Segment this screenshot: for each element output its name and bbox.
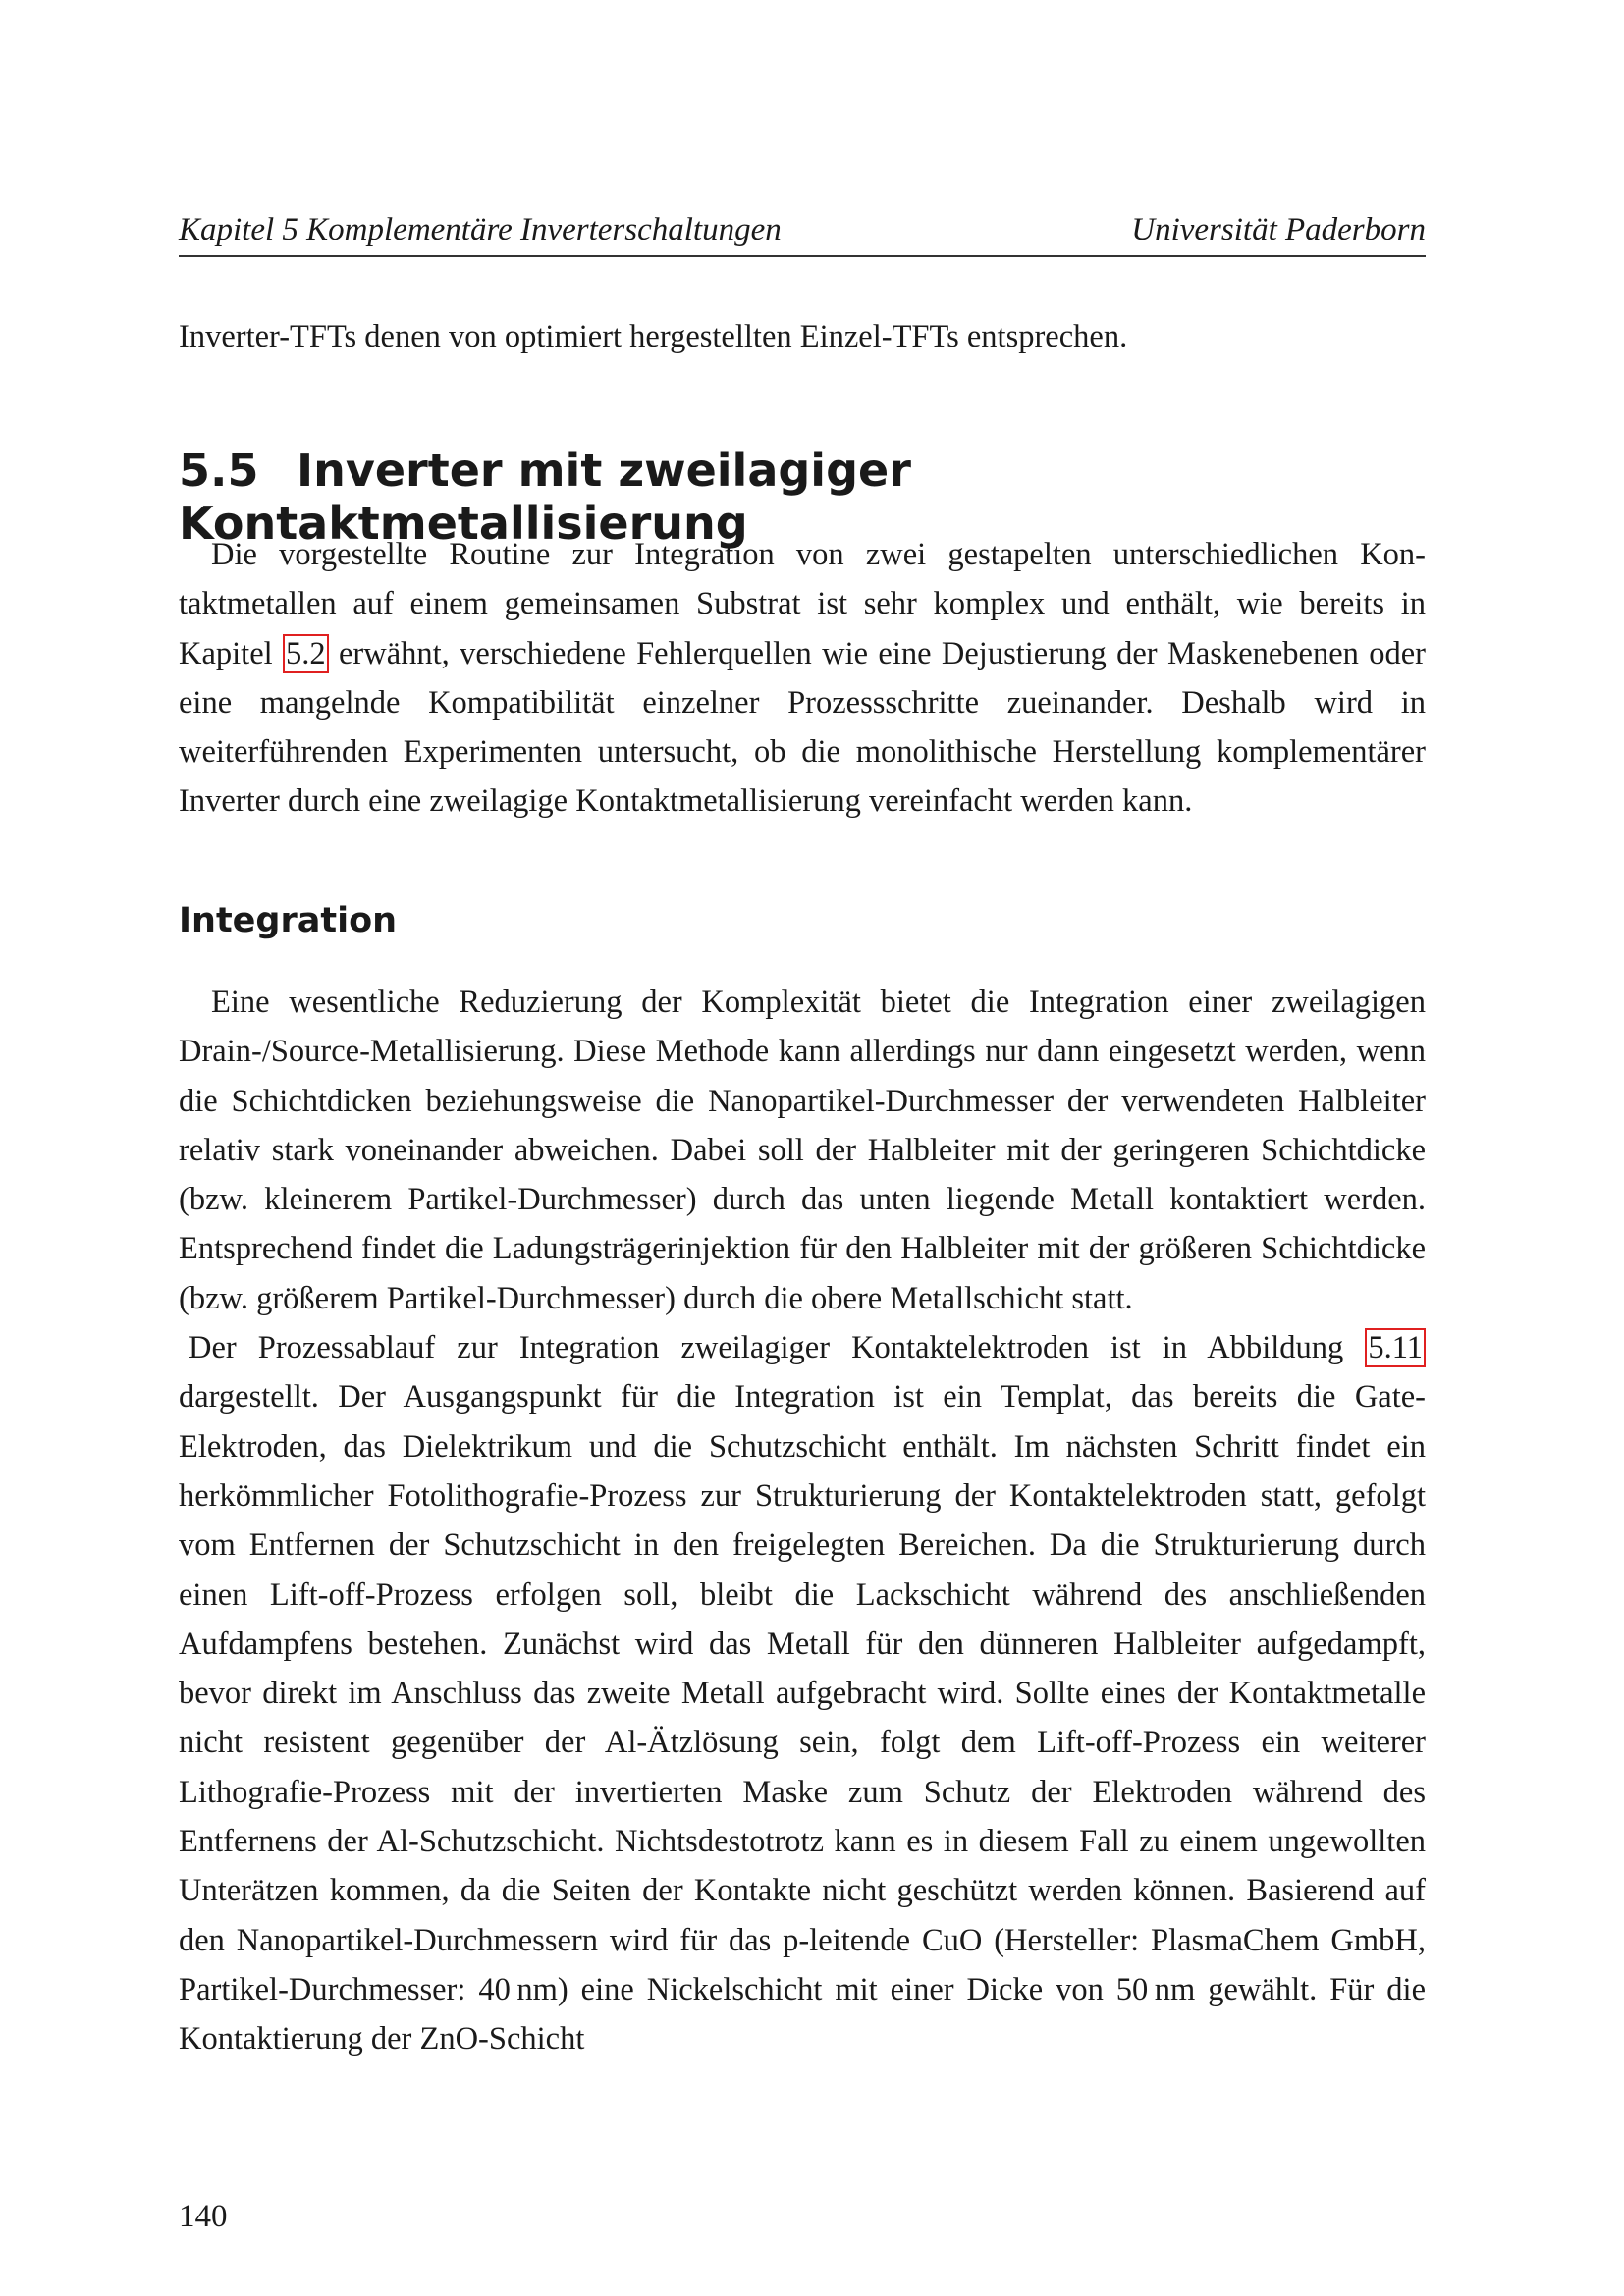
paragraph-reduction <box>179 978 1426 1323</box>
section-title: Inverter mit zweilagiger Kontaktmetallisierung <box>179 444 911 550</box>
chapter-reference-link[interactable]: 5.2 <box>283 634 329 673</box>
paragraph1-before-ref: Die vorgestellte Routine zur Integration von zwei gestapelten unterschiedlichen Kontaktmetallen auf einem gemeinsamen Substrat ist sehr komplex und enthält, wie bereits in Kapitel <box>179 537 1426 671</box>
running-header <box>179 208 1426 257</box>
header-university: Universität Paderborn <box>1131 212 1426 247</box>
paragraph1-after-ref: erwähnt, verschiedene Fehlerquellen wie eine Dejustierung der Maskenebenen oder eine mangelnde Kompatibilität einzelner Prozessschritte zueinander. Deshalb wird in weiterführenden Experimenten untersucht, ob die monolithische Herstellung komplementärer Inverter durch eine zweilagige Kontaktmetallisierung vereinfacht werden kann. <box>179 635 1426 820</box>
paragraph-process-flow <box>179 1323 1426 2063</box>
page-number: 140 <box>179 2199 228 2234</box>
paragraph3-before-ref: Der Prozessablauf zur Integration zweilagiger Kontaktelektroden ist in Abbildung <box>189 1330 1366 1366</box>
paragraph-routine <box>179 530 1426 827</box>
paragraph2-text: Eine wesentliche Reduzierung der Komplexität bietet die Integration einer zweilagigen Drain-/Source-Metallisierung. Diese Methode kann allerdings nur dann eingesetzt werden, wenn die Schichtdicken beziehungsweise die Nanopartikel-Durchmesser der verwendeten Halbleiter relativ stark voneinander abweichen. Dabei soll der Halbleiter mit der geringeren Schichtdicke (bzw. kleinerem Partikel-Durchmesser) durch das unten liegende Metall kontaktiert werden. Entsprechend findet die Ladungsträgerinjektion für den Halbleiter mit der größeren Schichtdicke (bzw. größerem Partikel-Durchmesser) durch die obere Metallschicht statt. <box>179 985 1426 1316</box>
paragraph3-after-ref: dargestellt. Der Ausgangspunkt für die Integration ist ein Templat, das bereits die Gate-Elektroden, das Dielektrikum und die Schutzschicht enthält. Im nächsten Schritt findet ein herkömmlicher Fotolithografie-Prozess zur Strukturierung der Kontaktelektroden statt, gefolgt vom Entfernen der Schutzschicht in den freigelegten Bereichen. Da die Strukturierung durch einen Lift-off-Prozess erfolgen soll, bleibt die Lackschicht während des anschließenden Aufdampfens bestehen. Zunächst wird das Metall für den dünneren Halbleiter aufgedampft, bevor direkt im Anschluss das zweite Metall aufgebracht wird. Sollte eines der Kontaktmetalle nicht resistent gegenüber der Al-Ätzlösung sein, folgt dem Lift-off-Prozess ein weiterer Lithografie-Prozess mit der invertierten Maske zum Schutz der Elektroden während des Entfernens der Al-Schutzschicht. Nichtsdestotrotz kann es in diesem Fall zu einem ungewollten Unterätzen kommen, da die Seiten der Kontakte nicht geschützt werden können. Basierend auf den Nanopartikel-Durchmessern wird für das p-leitende CuO (Hersteller: PlasmaChem GmbH, Partikel-Durchmesser: 40 nm) eine Nickelschicht mit einer Dicke von 50 nm gewählt. Für die Kontaktierung der ZnO-Schicht <box>179 1379 1426 2057</box>
integration-body <box>179 978 1426 2064</box>
figure-reference-link[interactable]: 5.11 <box>1365 1328 1426 1367</box>
header-chapter: Kapitel 5 Komplementäre Inverterschaltungen <box>179 212 782 247</box>
section-number: 5.5 <box>179 444 259 497</box>
subsection-heading: Integration <box>179 901 398 940</box>
continuation-text: Inverter-TFTs denen von optimiert hergestellten Einzel-TFTs entsprechen. <box>179 319 1128 354</box>
